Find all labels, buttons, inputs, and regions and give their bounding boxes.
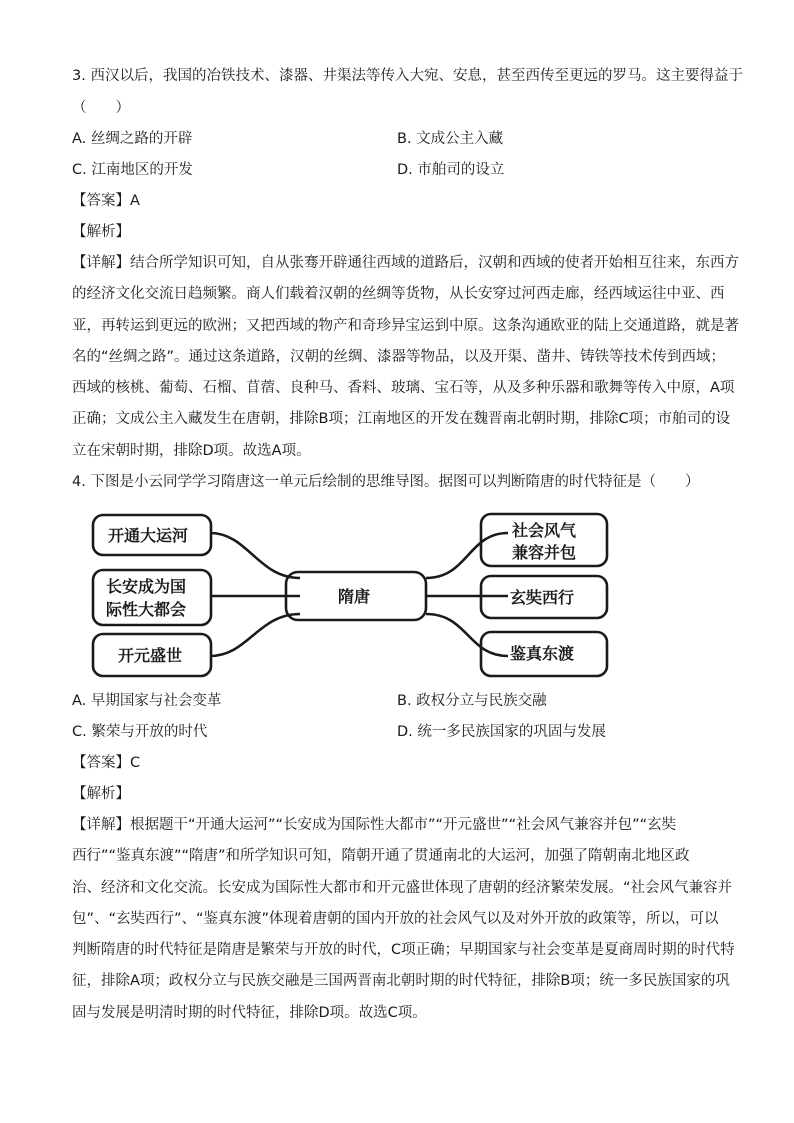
q4-detail-line: 西行”“鉴真东渡”“隋唐”和所学知识可知，隋朝开通了贯通南北的大运河，加强了隋朝南北地区政 — [72, 848, 690, 865]
q4-detail-line: 征，排除A项；政权分立与民族交融是三国两晋南北朝时期的时代特征，排除B项；统一多民族国家的巩 — [72, 973, 730, 990]
q3-detail-line: 正确；文成公主入藏发生在唐朝，排除B项；江南地区的开发在魏晋南北朝时期，排除C项；市舶司的设 — [72, 411, 731, 428]
q4-analysis-title: 【解析】 — [72, 786, 130, 802]
node-left-3: 开元盛世 — [118, 646, 183, 665]
q4-option-b: B. 政权分立与民族交融 — [397, 693, 547, 709]
connector-right-bottom — [426, 614, 508, 656]
node-left-1: 开通大运河 — [108, 526, 189, 545]
q3-detail-line: 的经济文化交流日趋频繁。商人们载着汉朝的丝绸等货物，从长安穿过河西走廊，经西域运往中亚、西 — [72, 286, 725, 303]
node-left-2a: 长安成为国 — [106, 577, 187, 596]
q4-detail-line: 包”、“玄奘西行”、“鉴真东渡”体现着唐朝的国内开放的社会风气以及对外开放的政策等，所以，可以 — [72, 910, 719, 927]
q3-stem-line1: 3. 西汉以后，我国的冶铁技术、漆器、井渠法等传入大宛、安息，甚至西传至更远的罗马。这主要得益于 — [72, 68, 743, 84]
q4-detail-line: 判断隋唐的时代特征是隋唐是繁荣与开放的时代，C项正确；早期国家与社会变革是夏商周时期的时代特 — [72, 942, 735, 959]
node-left-2b: 际性大都会 — [106, 600, 187, 619]
q3-detail-line: 名的“丝绸之路”。通过这条道路，汉朝的丝绸、漆器等物品，以及开渠、凿井、铸铁等技术传到西域； — [72, 348, 726, 365]
q3-option-b: B. 文成公主入藏 — [397, 131, 504, 147]
q3-detail — [72, 248, 739, 467]
q4-option-a: A. 早期国家与社会变革 — [72, 693, 222, 709]
q4-detail-line: 治、经济和文化交流。长安成为国际性大都市和开元盛世体现了唐朝的经济繁荣发展。“社会风气兼容并 — [72, 879, 733, 896]
q3-detail-line: 立在宋朝时期，排除D项。故选A项。 — [72, 442, 311, 459]
q3-detail-line: 【详解】结合所学知识可知，自从张骞开辟通往西域的道路后，汉朝和西域的使者开始相互往来，东西方 — [72, 255, 739, 271]
q4-answer: 【答案】C — [72, 755, 141, 771]
mindmap-diagram — [88, 508, 628, 688]
node-right-3: 鉴真东渡 — [510, 644, 575, 663]
q3-option-c: C. 江南地区的开发 — [72, 162, 193, 178]
q3-detail-line: 亚，再转运到更远的欧洲；又把西域的物产和奇珍异宝运到中原。这条沟通欧亚的陆上交通道路，就是著 — [72, 317, 739, 334]
q4-detail — [72, 810, 735, 1029]
q4-detail-line: 【详解】根据题干“开通大运河”“长安成为国际性大都市”“开元盛世”“社会风气兼容并包”“玄奘 — [72, 817, 677, 833]
q4-option-c: C. 繁荣与开放的时代 — [72, 724, 208, 740]
q3-analysis-title: 【解析】 — [72, 224, 130, 240]
q3-answer: 【答案】A — [72, 193, 140, 209]
connector-left-bottom — [210, 614, 300, 656]
q3-stem-line2: （ ） — [72, 100, 130, 116]
connector-left-top — [210, 533, 300, 578]
q3-option-a: A. 丝绸之路的开辟 — [72, 131, 193, 147]
node-center: 隋唐 — [338, 587, 371, 606]
q4-option-d: D. 统一多民族国家的巩固与发展 — [397, 724, 606, 740]
node-right-2: 玄奘西行 — [510, 588, 575, 607]
q4-stem: 4. 下图是小云同学学习隋唐这一单元后绘制的思维导图。据图可以判断隋唐的时代特征是（ ） — [72, 474, 700, 490]
q3-detail-line: 西域的核桃、葡萄、石榴、苜蓿、良种马、香料、玻璃、宝石等，从及多种乐器和歌舞等传入中原，A项 — [72, 380, 735, 397]
q4-detail-line: 固与发展是明清时期的时代特征，排除D项。故选C项。 — [72, 1004, 427, 1021]
node-right-1a: 社会风气 — [512, 521, 577, 540]
connector-right-top — [426, 533, 508, 578]
q3-option-d: D. 市舶司的设立 — [397, 162, 505, 178]
node-right-1b: 兼容并包 — [512, 543, 577, 562]
